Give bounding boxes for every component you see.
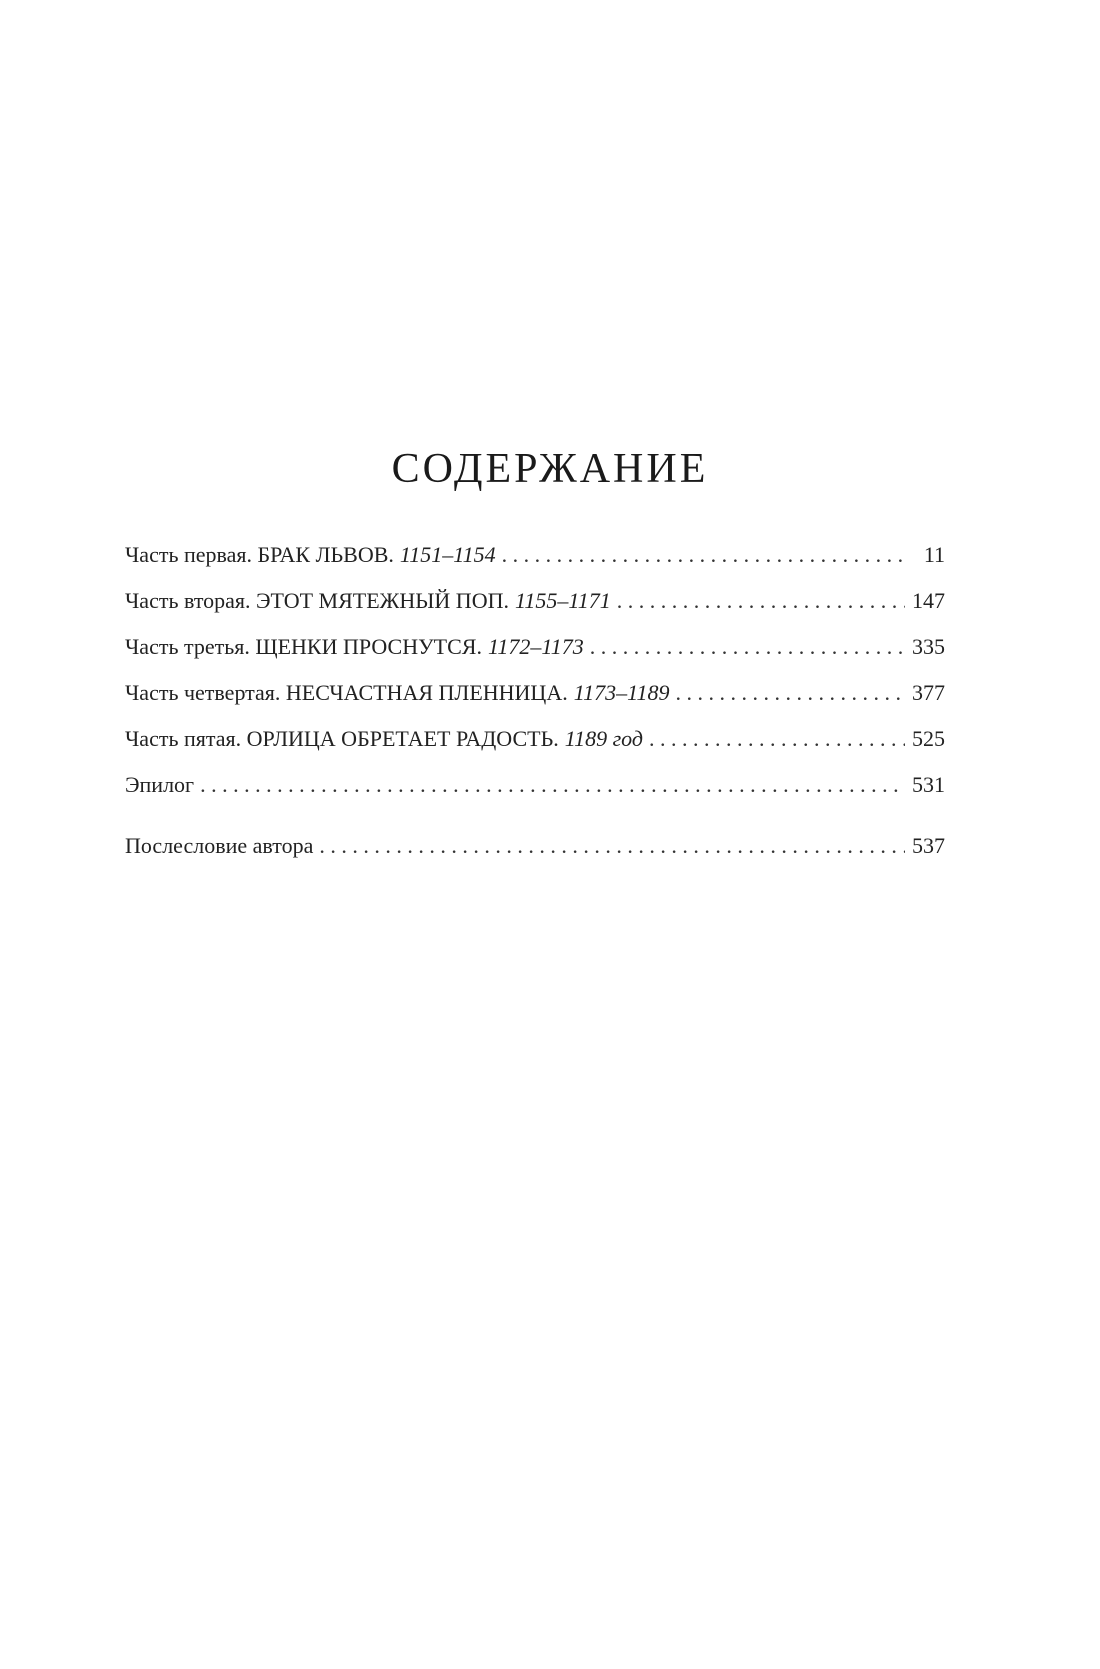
toc-entry-label: Часть первая. БРАК ЛЬВОВ. bbox=[125, 542, 394, 567]
toc-dot-leader bbox=[590, 636, 905, 658]
toc-entry-label: Часть четвертая. НЕСЧАСТНАЯ ПЛЕННИЦА. bbox=[125, 680, 568, 705]
toc-entry-part-5[interactable] bbox=[125, 728, 945, 750]
toc-entry-page: 537 bbox=[912, 833, 945, 858]
toc-dot-leader bbox=[200, 774, 905, 796]
toc-entry-label: Часть вторая. ЭТОТ МЯТЕЖНЫЙ ПОП. bbox=[125, 588, 509, 613]
toc-entry-part-2[interactable] bbox=[125, 590, 945, 612]
toc-title: СОДЕРЖАНИЕ bbox=[391, 446, 709, 492]
toc-entry-page: 531 bbox=[912, 772, 945, 797]
toc-entry-page: 377 bbox=[912, 680, 945, 705]
toc-entry-dates: 1151–1154 bbox=[399, 542, 496, 567]
toc-entry-page: 147 bbox=[912, 588, 945, 613]
toc-entry-dates: 1155–1171 bbox=[514, 588, 611, 613]
toc-entry-dates: 1173–1189 bbox=[573, 680, 670, 705]
toc-entry-page: 11 bbox=[923, 542, 945, 567]
toc-dot-leader bbox=[319, 835, 905, 857]
toc-entry-part-3[interactable] bbox=[125, 636, 945, 658]
toc-entry-page: 335 bbox=[912, 634, 945, 659]
toc-entry-dates: 1172–1173 bbox=[487, 634, 584, 659]
toc-entry-label: Эпилог bbox=[125, 772, 195, 797]
toc-dot-leader bbox=[675, 682, 905, 704]
toc-entry-label: Часть пятая. ОРЛИЦА ОБРЕТАЕТ РАДОСТЬ. bbox=[125, 726, 559, 751]
toc-entry-label: Часть третья. ЩЕНКИ ПРОСНУТСЯ. bbox=[125, 634, 482, 659]
toc-entry-afterword[interactable] bbox=[125, 835, 945, 857]
toc-dot-leader bbox=[649, 728, 905, 750]
toc-dot-leader bbox=[617, 590, 905, 612]
toc-entry-part-1[interactable] bbox=[125, 544, 945, 566]
toc-dot-leader bbox=[502, 544, 905, 566]
toc-entry-epilogue[interactable] bbox=[125, 774, 945, 796]
toc-entry-part-4[interactable] bbox=[125, 682, 945, 704]
toc-entry-page: 525 bbox=[912, 726, 945, 751]
toc-entry-dates: 1189 год bbox=[564, 726, 644, 751]
toc-entry-label: Послесловие автора bbox=[125, 833, 314, 858]
